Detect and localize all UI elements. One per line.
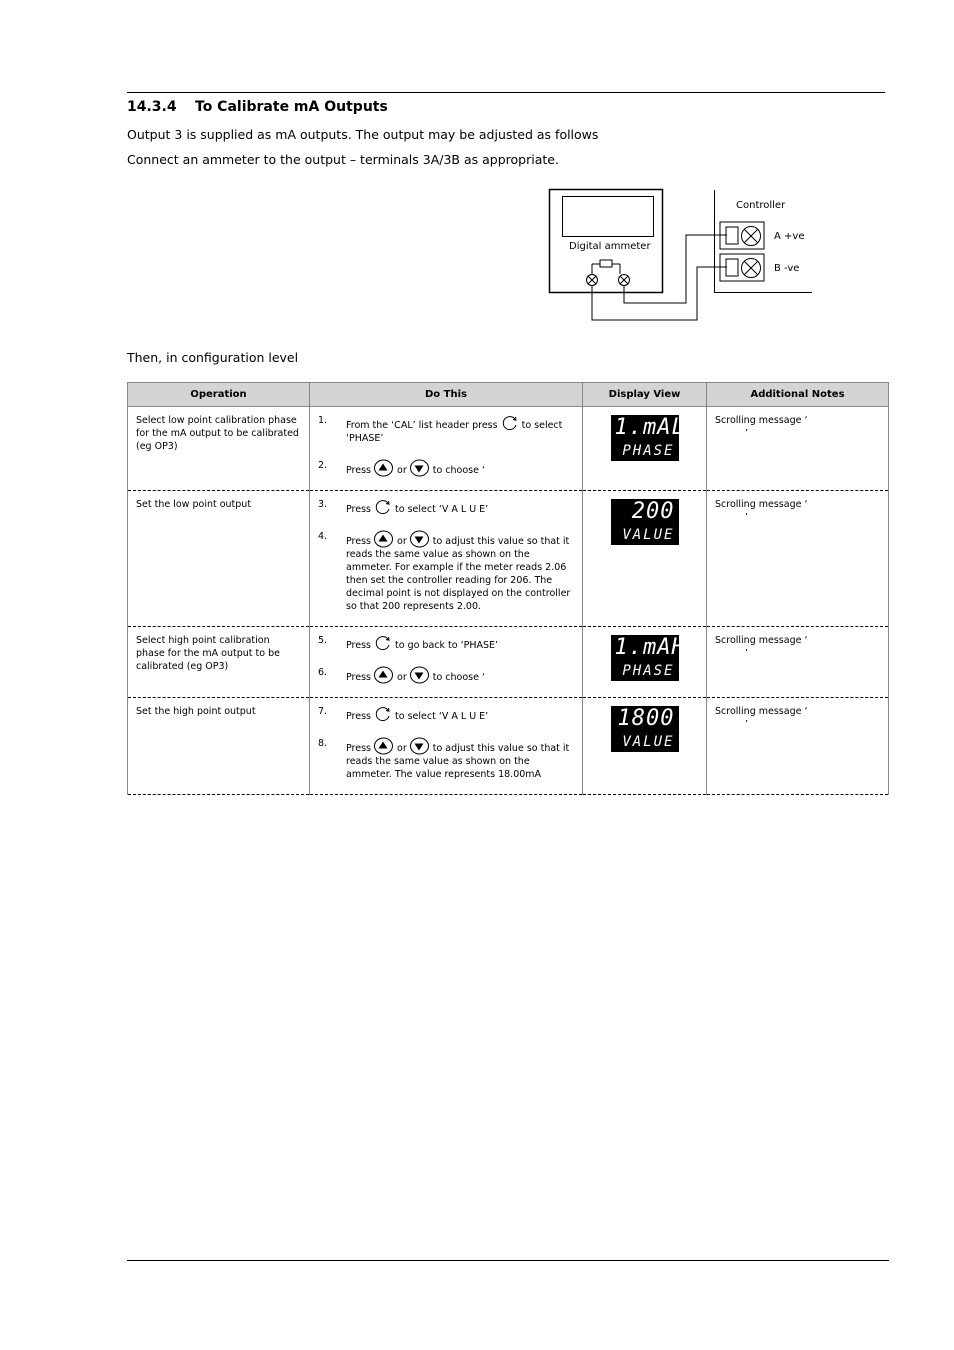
display-view-cell bbox=[583, 407, 707, 491]
additional-notes-cell bbox=[707, 698, 889, 795]
step-item bbox=[318, 666, 574, 684]
step-number: 1. bbox=[318, 415, 328, 426]
display-lower-readout: PHASE bbox=[622, 663, 675, 679]
step-number: 7. bbox=[318, 706, 328, 717]
ammeter-terminal-right-icon bbox=[619, 275, 630, 286]
scroll-button-icon bbox=[374, 634, 392, 652]
ammeter-terminal-left-icon bbox=[587, 275, 598, 286]
section-title: To Calibrate mA Outputs bbox=[195, 99, 388, 115]
table-row bbox=[128, 491, 889, 627]
header-additional-notes: Additional Notes bbox=[707, 383, 889, 407]
note-closing-quote: ’ bbox=[745, 719, 749, 730]
display-view-cell bbox=[583, 627, 707, 698]
scroll-button-icon bbox=[374, 705, 392, 723]
scroll-button-icon bbox=[501, 414, 519, 432]
step-number: 2. bbox=[318, 460, 328, 471]
operation-cell: Select high point calibration phase for the mA output to be calibrated (eg OP3) bbox=[128, 627, 310, 698]
step-number: 8. bbox=[318, 738, 328, 749]
raise-button-icon bbox=[374, 530, 394, 548]
step-number: 3. bbox=[318, 499, 328, 510]
header-do-this: Do This bbox=[310, 383, 583, 407]
display-view-cell bbox=[583, 698, 707, 795]
note-closing-quote: ’ bbox=[745, 512, 749, 523]
step-item bbox=[318, 530, 574, 613]
wiring-diagram bbox=[540, 180, 830, 330]
bottom-rule bbox=[127, 1260, 889, 1261]
step-number: 4. bbox=[318, 531, 328, 542]
raise-button-icon bbox=[374, 737, 394, 755]
note-closing-quote: ’ bbox=[745, 648, 749, 659]
note-text: Scrolling message ‘ bbox=[715, 635, 808, 646]
step-number: 5. bbox=[318, 635, 328, 646]
lower-button-icon bbox=[410, 530, 430, 548]
config-level-paragraph: Then, in configuration level bbox=[127, 350, 299, 365]
step-text-pre: Press bbox=[346, 743, 372, 754]
step-item bbox=[318, 737, 574, 781]
terminal-a-label: A +ve bbox=[774, 231, 805, 242]
section-heading bbox=[127, 99, 388, 115]
additional-notes-cell bbox=[707, 407, 889, 491]
note-closing-quote: ’ bbox=[745, 428, 749, 439]
intro-paragraph: Output 3 is supplied as mA outputs. The output may be adjusted as follows bbox=[127, 127, 599, 142]
operation-cell: Set the high point output bbox=[128, 698, 310, 795]
header-display-view: Display View bbox=[583, 383, 707, 407]
step-text-post: to select ‘PHASE’ bbox=[346, 420, 563, 444]
step-text-post: to choose ‘ bbox=[432, 672, 485, 683]
raise-button-icon bbox=[374, 666, 394, 684]
step-item bbox=[318, 459, 574, 477]
controller-display bbox=[611, 706, 679, 752]
step-text-post: to adjust this value so that it reads the same value as shown on the ammeter. The value represents 18.00mA bbox=[346, 743, 570, 780]
connection-paragraph: Connect an ammeter to the output – terminals 3A/3B as appropriate. bbox=[127, 152, 559, 167]
step-text-pre: Press bbox=[346, 504, 372, 515]
step-text-post: to select ‘V A L U E’ bbox=[395, 504, 489, 515]
table-row bbox=[128, 698, 889, 795]
lower-button-icon bbox=[410, 737, 430, 755]
table-row bbox=[128, 627, 889, 698]
display-upper-readout: 1800 bbox=[617, 706, 675, 731]
operation-cell: Set the low point output bbox=[128, 491, 310, 627]
terminal-b-label: B -ve bbox=[774, 263, 800, 274]
controller-display bbox=[611, 499, 679, 545]
note-text: Scrolling message ‘ bbox=[715, 706, 808, 717]
display-lower-readout: VALUE bbox=[622, 734, 675, 750]
or-word: or bbox=[397, 743, 407, 754]
display-lower-readout: VALUE bbox=[622, 527, 675, 543]
display-upper-readout: 1.mAL bbox=[614, 415, 686, 440]
step-text-post: to select ‘V A L U E’ bbox=[395, 711, 489, 722]
or-word: or bbox=[397, 465, 407, 476]
step-text-post: to go back to ‘PHASE’ bbox=[395, 640, 499, 651]
table-row bbox=[128, 407, 889, 491]
controller-display bbox=[611, 415, 686, 461]
wire-b bbox=[592, 267, 727, 320]
ammeter-label: Digital ammeter bbox=[569, 241, 651, 252]
table-header-row bbox=[128, 383, 889, 407]
lower-button-icon bbox=[410, 459, 430, 477]
note-text: Scrolling message ‘ bbox=[715, 415, 808, 426]
lower-button-icon bbox=[410, 666, 430, 684]
do-this-cell bbox=[310, 698, 583, 795]
step-text-pre: Press bbox=[346, 536, 372, 547]
additional-notes-cell bbox=[707, 491, 889, 627]
or-word: or bbox=[397, 536, 407, 547]
or-word: or bbox=[397, 672, 407, 683]
display-view-cell bbox=[583, 491, 707, 627]
step-text-post: to adjust this value so that it reads the same value as shown on the ammeter. For example if the meter reads 2.06 then set the controller reading for 206. The decimal point is not displayed on the controller so that 200 represents 2.00. bbox=[346, 536, 571, 612]
step-item bbox=[318, 414, 574, 445]
section-number: 14.3.4 bbox=[127, 99, 177, 115]
operation-cell: Select low point calibration phase for the mA output to be calibrated (eg OP3) bbox=[128, 407, 310, 491]
step-text-pre: Press bbox=[346, 711, 372, 722]
step-item bbox=[318, 705, 574, 723]
step-item bbox=[318, 634, 574, 652]
step-text-pre: Press bbox=[346, 640, 372, 651]
scroll-button-icon bbox=[374, 498, 392, 516]
step-text-post: to choose ‘ bbox=[432, 465, 485, 476]
display-lower-readout: PHASE bbox=[622, 443, 675, 459]
display-upper-readout: 200 bbox=[631, 499, 675, 524]
ammeter-display bbox=[563, 197, 654, 237]
controller-display bbox=[611, 635, 686, 681]
step-text-pre: From the ‘CAL’ list header press bbox=[346, 420, 498, 431]
header-operation: Operation bbox=[128, 383, 310, 407]
additional-notes-cell bbox=[707, 627, 889, 698]
step-text-pre: Press bbox=[346, 465, 372, 476]
raise-button-icon bbox=[374, 459, 394, 477]
step-item bbox=[318, 498, 574, 516]
do-this-cell bbox=[310, 627, 583, 698]
note-text: Scrolling message ‘ bbox=[715, 499, 808, 510]
controller-label: Controller bbox=[736, 200, 786, 211]
do-this-cell bbox=[310, 407, 583, 491]
calibration-table bbox=[127, 382, 889, 795]
do-this-cell bbox=[310, 491, 583, 627]
step-text-pre: Press bbox=[346, 672, 372, 683]
ammeter-shunt bbox=[600, 260, 612, 267]
step-number: 6. bbox=[318, 667, 328, 678]
display-upper-readout: 1.mAH bbox=[614, 635, 686, 660]
top-rule bbox=[127, 92, 885, 93]
